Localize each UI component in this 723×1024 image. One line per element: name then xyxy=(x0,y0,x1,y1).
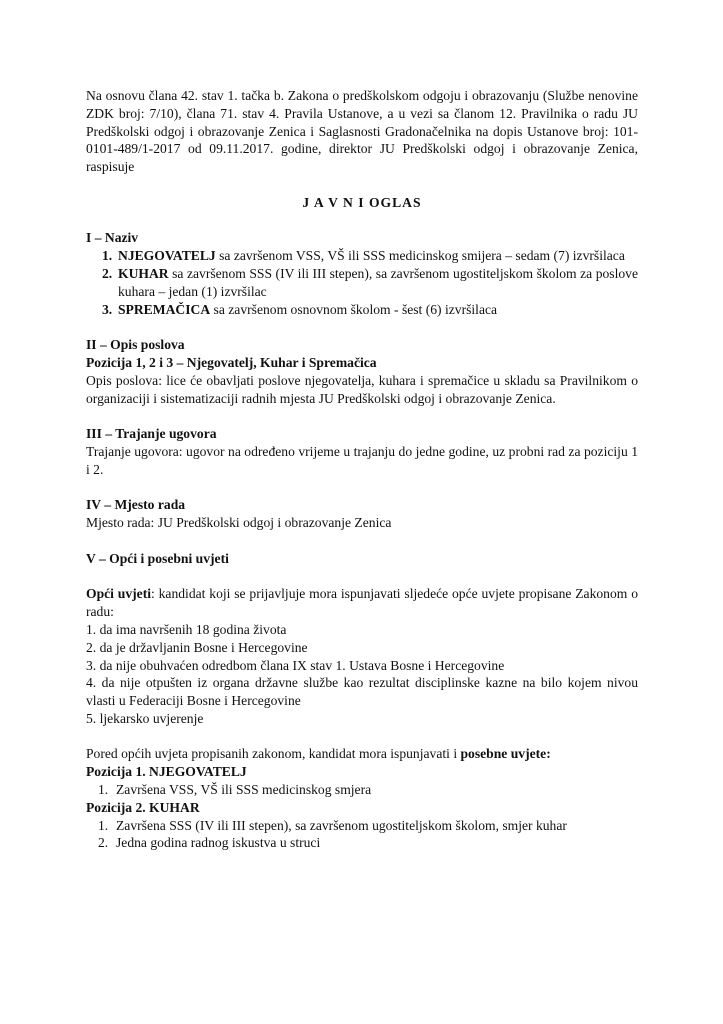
list-number: 2. xyxy=(98,835,109,851)
position-requirements xyxy=(86,781,638,799)
position-name: NJEGOVATELJ xyxy=(118,248,216,264)
requirement-item xyxy=(86,817,638,835)
position-heading: Pozicija 1. NJEGOVATELJ xyxy=(86,764,247,780)
section-heading-mjesto: IV – Mjesto rada xyxy=(86,497,186,513)
list-item xyxy=(86,247,638,265)
section-text: Trajanje ugovora: ugovor na određeno vrijeme u trajanju do jedne godine, uz probni rad za poziciju 1 i 2. xyxy=(86,443,638,477)
general-conditions-text: : kandidat koji se prijavljuje mora ispunjavati sljedeće opće uvjete propisane Zakonom o radu: xyxy=(86,586,638,620)
special-conditions-intro xyxy=(86,745,638,763)
requirement-item xyxy=(86,781,638,799)
section-subheading: Pozicija 1, 2 i 3 – Njegovatelj, Kuhar i Spremačica xyxy=(86,354,377,370)
document-title: J A V N I OGLAS xyxy=(302,194,422,210)
position-description: sa završenom osnovnom školom - šest (6) izvršilaca xyxy=(210,301,498,317)
requirement-text: Završena VSS, VŠ ili SSS medicinskog smjera xyxy=(116,782,372,798)
general-conditions xyxy=(86,585,638,621)
section-text: Mjesto rada: JU Predškolski odgoj i obrazovanje Zenica xyxy=(86,515,392,531)
list-number: 2. xyxy=(102,265,113,281)
list-number: 1. xyxy=(98,782,109,798)
position-list xyxy=(86,247,638,318)
section-heading-naziv: I – Naziv xyxy=(86,230,139,246)
list-number: 3. xyxy=(102,301,113,317)
condition-item: 2. da je državljanin Bosne i Hercegovine xyxy=(86,639,308,655)
position-name: KUHAR xyxy=(118,265,169,281)
special-intro-text: Pored općih uvjeta propisanih zakonom, kandidat mora ispunjavati i xyxy=(86,746,461,762)
list-item xyxy=(86,301,638,319)
section-heading-trajanje: III – Trajanje ugovora xyxy=(86,426,217,442)
section-text: Opis poslova: lice će obavljati poslove njegovatelja, kuhara i spremačice u skladu sa Pravilnikom o organizaciji i sistematizaciji radnih mjesta JU Predškolski odgoj i obrazovanje Zenica. xyxy=(86,372,638,406)
section-heading-opis: II – Opis poslova xyxy=(86,337,185,353)
requirement-text: Završena SSS (IV ili III stepen), sa završenom ugostiteljskom školom, smjer kuhar xyxy=(116,817,567,833)
position-name: SPREMAČICA xyxy=(118,301,211,317)
special-conditions-label: posebne uvjete: xyxy=(460,746,551,762)
position-heading: Pozicija 2. KUHAR xyxy=(86,799,200,815)
condition-item: 4. da nije otpušten iz organa državne službe kao rezultat disciplinske kazne na bilo kojem nivou vlasti u Federaciji Bosne i Hercegovine xyxy=(86,675,638,709)
section-heading-uvjeti: V – Opći i posebni uvjeti xyxy=(86,550,229,566)
general-conditions-label: Opći uvjeti xyxy=(86,586,152,602)
position-description: sa završenom VSS, VŠ ili SSS medicinskog smijera – sedam (7) izvršilaca xyxy=(215,248,625,264)
requirement-text: Jedna godina radnog iskustva u struci xyxy=(116,835,321,851)
intro-paragraph: Na osnovu člana 42. stav 1. tačka b. Zakona o predškolskom odgoju i obrazovanju (Službe nenovine ZDK broj: 7/10), člana 71. stav 4. Pravila Ustanove, a u vezi sa članom 12. Pravilnika o radu JU Predškolski odgoj i obrazovanje Zenica i Saglasnosti Gradonačelnika na dopis Ustanove broj: 101-0101-489/1-2017 od 09.11.2017. godine, direktor JU Predškolski odgoj i obrazovanje Zenica, raspisuje xyxy=(86,88,638,175)
condition-item: 3. da nije obuhvaćen odredbom člana IX stav 1. Ustava Bosne i Hercegovine xyxy=(86,657,505,673)
requirement-item xyxy=(86,834,638,852)
condition-item: 5. ljekarsko uvjerenje xyxy=(86,710,204,726)
position-requirements xyxy=(86,817,638,853)
list-item xyxy=(86,265,638,301)
condition-item: 1. da ima navršenih 18 godina života xyxy=(86,621,287,637)
position-description: sa završenom SSS (IV ili III stepen), sa završenom ugostiteljskom školom za poslove kuhara – jedan (1) izvršilac xyxy=(118,265,638,299)
document-page xyxy=(86,87,638,852)
list-number: 1. xyxy=(98,817,109,833)
list-number: 1. xyxy=(102,248,113,264)
